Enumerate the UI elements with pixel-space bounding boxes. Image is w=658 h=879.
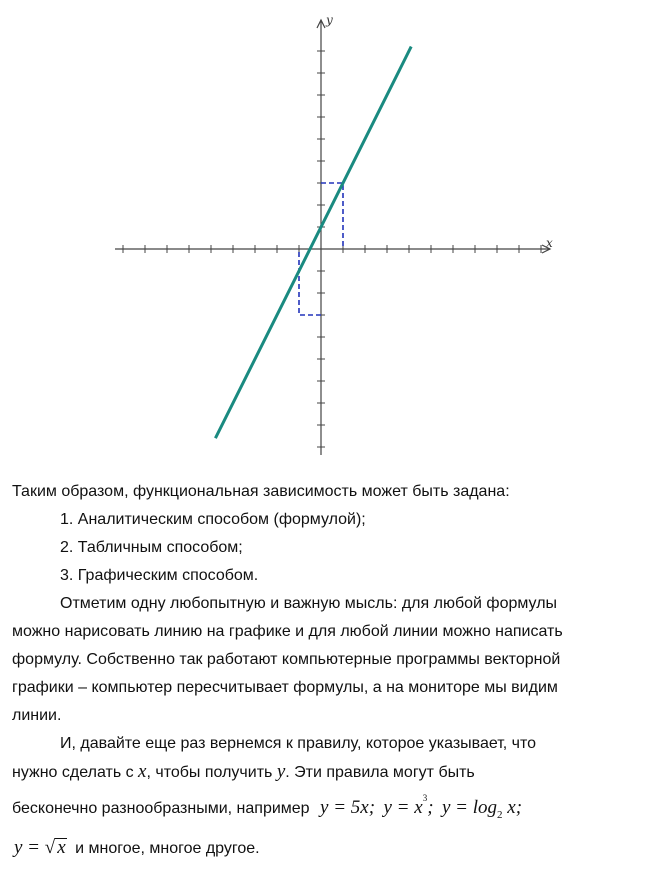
para2-line4-text: и многое, многое другое. [75, 840, 260, 857]
para2-line2-c: . Эти правила могут быть [285, 764, 475, 781]
formula-x-cubed-exp: 3 [422, 793, 428, 803]
para1-line3: формулу. Собственно так работают компьютерные программы векторной [12, 651, 561, 668]
formula-log2-a: y = log [441, 797, 498, 818]
para1-line2: можно нарисовать линию на графике и для любой линии можно написать [12, 623, 563, 640]
formula-x-cubed-base: y = x [383, 797, 423, 818]
sqrt-radicand: x [57, 837, 66, 858]
list-item-2: 2. Табличным способом; [60, 539, 243, 556]
para2-line3 [12, 793, 523, 821]
para2-line2 [12, 762, 475, 783]
guide-path [299, 249, 321, 315]
list-item-1: 1. Аналитическим способом (формулой); [60, 511, 366, 528]
math-var-x: x [138, 761, 147, 782]
formula-5x: y = 5x; [320, 797, 376, 818]
formula-log2-b: x; [507, 797, 523, 818]
para1-line5: линии. [12, 707, 62, 724]
para2-line1: И, давайте еще раз вернемся к правилу, которое указывает, что [60, 735, 537, 752]
para2-line2-a: нужно сделать с [12, 764, 134, 781]
para2-line4 [14, 838, 260, 859]
formula-x-cubed-end: ; [427, 797, 434, 818]
para2-line2-b: , чтобы получить [146, 764, 273, 781]
y-axis-label: y [326, 13, 333, 27]
formula-log2-sub: 2 [497, 809, 503, 821]
math-var-y: y [276, 761, 286, 782]
formula-log2 [441, 797, 523, 821]
formula-x-cubed [383, 793, 434, 818]
x-axis-label: x [546, 236, 553, 250]
axes [115, 13, 553, 455]
formula-sqrt [14, 837, 67, 858]
para1-line4: графики – компьютер пересчитывает формулы, а на мониторе мы видим [12, 679, 558, 696]
intro-line: Таким образом, функциональная зависимость может быть задана: [12, 483, 510, 500]
para1-line1: Отметим одну любопытную и важную мысль: для любой формулы [60, 595, 558, 612]
sqrt-radical: √ x [44, 837, 66, 858]
list-item-3: 3. Графическим способом. [60, 567, 259, 584]
formula-sqrt-a: y = [14, 837, 41, 858]
series-line [215, 47, 411, 439]
para2-line3-text: бесконечно разнообразными, например [12, 800, 310, 817]
